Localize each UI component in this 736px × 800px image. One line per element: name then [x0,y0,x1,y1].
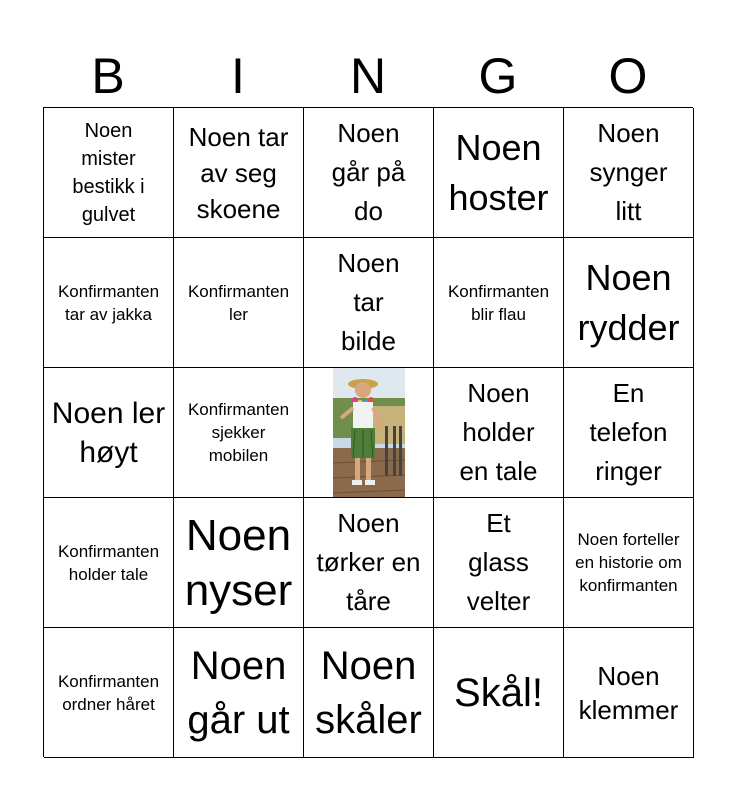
cell-text: En telefon ringer [589,378,668,486]
bingo-cell[interactable] [174,368,304,498]
cell-text: Konfirmanten holder tale [57,541,160,584]
bingo-cell[interactable] [434,108,564,238]
bingo-cell[interactable] [44,628,174,758]
bingo-cell[interactable] [434,238,564,368]
bingo-cell[interactable] [564,628,694,758]
bingo-grid [43,107,693,757]
bingo-cell[interactable] [304,238,434,368]
bingo-cell[interactable] [174,628,304,758]
bingo-cell[interactable] [174,238,304,368]
header-letter-o: O [608,48,648,104]
bingo-cell[interactable] [434,628,564,758]
bingo-cell[interactable] [564,368,694,498]
bingo-cell[interactable] [44,368,174,498]
cell-text: Noen forteller en historie om konfirmanten [575,530,682,595]
free-space-photo[interactable] [304,368,434,498]
cell-text: Noen går ut [187,643,290,742]
bingo-cell[interactable] [44,108,174,238]
cell-text: Noen tørker en tåre [316,508,421,616]
bingo-cell[interactable] [304,108,434,238]
cell-text: Skål! [454,670,543,715]
bingo-cell[interactable] [304,498,434,628]
header-letter-b: B [91,48,125,104]
cell-text: Noen synger litt [589,118,668,226]
cell-text: Noen tar av seg skoene [188,121,289,224]
bingo-cell[interactable] [564,238,694,368]
bingo-header [43,44,693,108]
cell-text: Noen skåler [315,643,422,742]
cell-text: Konfirmanten ler [187,281,290,324]
cell-text: Noen mister bestikk i gulvet [72,119,145,226]
cell-text: Noen tar bilde [337,248,400,356]
cell-text: Konfirmanten sjekker mobilen [187,400,290,465]
cell-text: Konfirmanten tar av jakka [57,281,160,324]
cell-text: Konfirmanten blir flau [447,281,550,324]
bingo-cell[interactable] [44,498,174,628]
cell-text: Noen rydder [577,256,680,348]
header-letter-i: I [231,48,245,104]
bingo-cell[interactable] [304,628,434,758]
cell-text: Noen ler høyt [51,396,166,469]
cell-text: Noen går på do [331,118,406,226]
cell-text: Noen klemmer [578,660,679,725]
cell-text: Konfirmanten ordner håret [57,671,160,714]
bingo-cell[interactable] [564,108,694,238]
bingo-cell[interactable] [564,498,694,628]
bingo-cell[interactable] [174,498,304,628]
cell-text: Noen nyser [184,510,293,615]
cell-text: Et glass velter [466,508,531,616]
bingo-cell[interactable] [174,108,304,238]
cell-text: Noen hoster [448,126,549,218]
bingo-cell[interactable] [44,238,174,368]
cell-text: Noen holder en tale [459,378,538,486]
header-letter-n: N [349,48,387,104]
bingo-cell[interactable] [434,498,564,628]
person-photo-icon [333,368,405,498]
bingo-cell[interactable] [434,368,564,498]
header-letter-g: G [478,48,518,104]
